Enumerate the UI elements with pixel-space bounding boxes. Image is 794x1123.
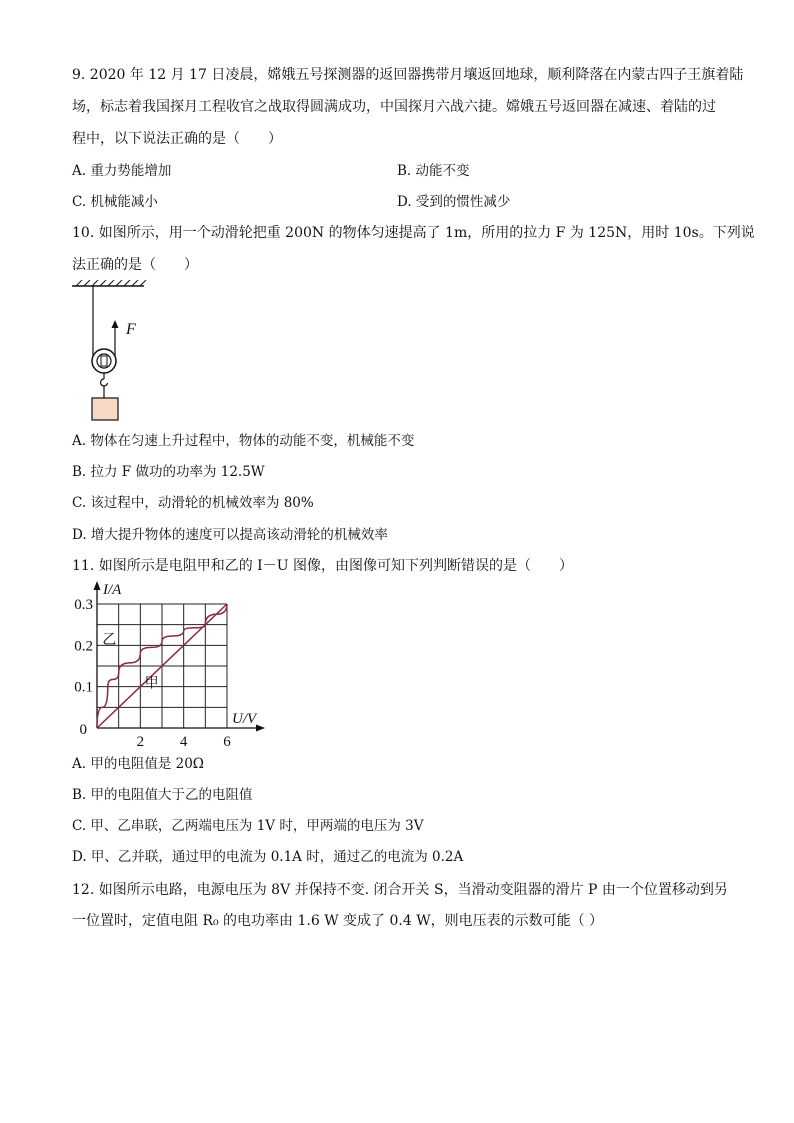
q10-option-a: A. 物体在匀速上升过程中，物体的动能不变，机械能不变 — [72, 433, 415, 449]
q10-option-c: C. 该过程中，动滑轮的机械效率为 80% — [72, 495, 314, 511]
q9-stem-line-2: 场，标志着我国探月工程收官之战取得圆满成功，中国探月六战六捷。嫦娥五号返回器在减速、着陆的过 — [72, 99, 716, 115]
q12-stem-line-2: 一位置时，定值电阻 R₀ 的电功率由 1.6 W 变成了 0.4 W，则电压表的示数可能（ ） — [72, 913, 604, 929]
q10-stem-line-1: 10. 如图所示，用一个动滑轮把重 200N 的物体匀速提高了 1m，所用的拉力 F 为 125N，用时 10s。下列说 — [72, 225, 755, 241]
q10-stem-line-2: 法正确的是（ ） — [72, 257, 198, 273]
pulley-axle — [101, 356, 107, 366]
q9-option-a: A. 重力势能增加 — [72, 163, 172, 179]
curve-label-yi: 乙 — [102, 633, 117, 649]
q9-stem-line-1: 9. 2020 年 12 月 17 日凌晨，嫦娥五号探测器的返回器携带月壤返回地球，顺利降落在内蒙古四子王旗着陆 — [72, 67, 744, 83]
q10-option-d: D. 增大提升物体的速度可以提高该动滑轮的机械效率 — [72, 527, 388, 543]
y-tick-label: 0.3 — [74, 597, 93, 613]
origin-label: 0 — [79, 722, 87, 738]
force-arrow — [112, 320, 119, 328]
q12-stem-line-1: 12. 如图所示电路，电源电压为 8V 并保持不变. 闭合开关 S，当滑动变阻器的滑片 P 由一个位置移动到另 — [72, 882, 728, 898]
q10-option-b: B. 拉力 F 做功的功率为 12.5W — [72, 464, 265, 480]
ceiling-hatch — [76, 280, 146, 286]
q9-option-d: D. 受到的惯性减少 — [397, 194, 511, 210]
y-tick-label: 0.1 — [74, 679, 93, 696]
load-block — [92, 398, 118, 420]
q11-option-d: D. 甲、乙并联，通过甲的电流为 0.1A 时，通过乙的电流为 0.2A — [72, 849, 464, 865]
x-tick-label: 6 — [223, 734, 231, 750]
q11-option-a: A. 甲的电阻值是 20Ω — [72, 756, 204, 772]
hook — [101, 379, 108, 386]
iu-graph — [62, 578, 282, 753]
y-axis-label: I/A — [103, 582, 122, 598]
q11-option-b: B. 甲的电阻值大于乙的电阻值 — [72, 787, 253, 803]
q9-stem-line-3: 程中，以下说法正确的是（ ） — [72, 131, 282, 147]
q11-stem-line-1: 11. 如图所示是电阻甲和乙的 I－U 图像，由图像可知下列判断错误的是（ ） — [72, 558, 573, 574]
force-label: F — [126, 321, 136, 338]
x-tick-label: 2 — [136, 734, 145, 750]
q11-option-c: C. 甲、乙串联，乙两端电压为 1V 时，甲两端的电压为 3V — [72, 818, 424, 834]
q9-option-c: C. 机械能减小 — [72, 194, 158, 210]
x-axis-label: U/V — [232, 711, 257, 727]
x-axis-arrow — [256, 725, 265, 732]
y-tick-label: 0.2 — [74, 638, 93, 655]
q9-option-b: B. 动能不变 — [397, 163, 470, 179]
movable-pulley-figure — [62, 278, 172, 428]
curve-label-jia: 甲 — [144, 676, 159, 692]
y-axis-arrow — [94, 581, 101, 590]
x-tick-label: 4 — [179, 734, 188, 750]
